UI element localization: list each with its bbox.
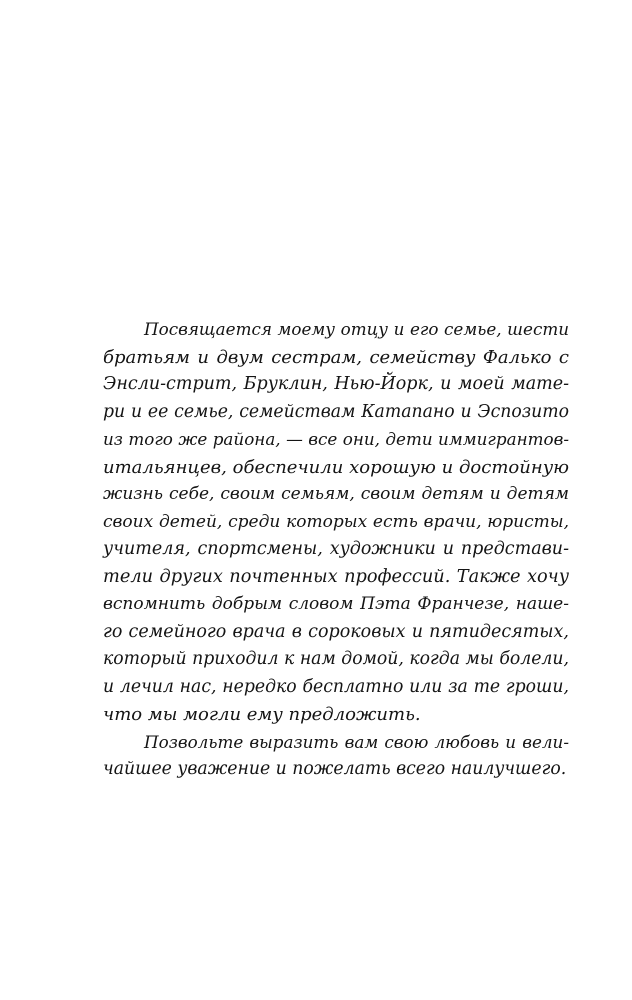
text-line: Посвящается моему отцу и его семье, шести <box>144 319 569 339</box>
text-line: тели других почтенных профессий. Также хочу <box>103 566 569 587</box>
text-line: из того же района, — все они, дети иммигрантов- <box>103 429 569 449</box>
text-line: что мы могли ему предложить. <box>103 704 421 725</box>
text-line: который приходил к нам домой, когда мы болели, <box>103 649 569 669</box>
text-line: учителя, спортсмены, художники и представи- <box>103 539 569 559</box>
dedication-paragraph-1 <box>103 316 569 729</box>
dedication-paragraph-2 <box>103 729 569 784</box>
text-line: и лечил нас, нередко бесплатно или за те гроши, <box>103 676 569 697</box>
text-line: жизнь себе, своим семьям, своим детям и детям <box>103 484 569 504</box>
text-line: братьям и двум сестрам, семейству Фалько с <box>103 346 569 368</box>
text-line: итальянцев, обеспечили хорошую и достойную <box>103 456 569 478</box>
text-line: Энсли-стрит, Бруклин, Нью-Йорк, и моей мате- <box>103 374 569 394</box>
text-line: ри и ее семье, семействам Катапано и Эспозито <box>103 401 569 422</box>
text-line: го семейного врача в сороковых и пятидесятых, <box>103 621 569 642</box>
text-line: своих детей, среди которых есть врачи, юристы, <box>103 511 569 532</box>
text-line: вспомнить добрым словом Пэта Франчезе, наше- <box>103 594 569 614</box>
text-line: чайшее уважение и пожелать всего наилучшего. <box>103 759 567 779</box>
dedication-text <box>103 316 569 784</box>
text-line: Позвольте выразить вам свою любовь и вели- <box>144 731 569 752</box>
